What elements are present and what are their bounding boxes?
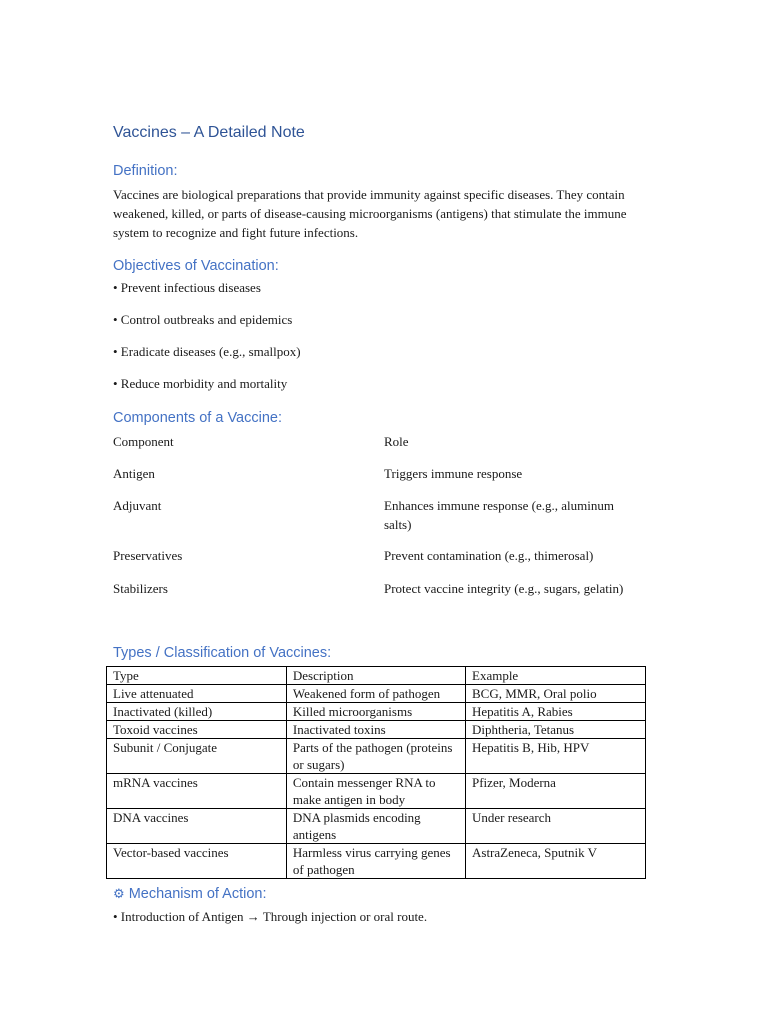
table-cell: Pfizer, Moderna <box>466 774 646 809</box>
types-heading-label: Types / Classification of Vaccines: <box>113 645 332 661</box>
mechanism-heading <box>113 886 267 902</box>
table-cell: Stabilizers <box>113 581 168 596</box>
objectives-heading-label: Objectives of Vaccination: <box>113 258 279 274</box>
table-cell: Antigen <box>113 466 155 481</box>
components-heading <box>113 410 282 426</box>
mechanism-heading-label: Mechanism of Action: <box>128 886 267 902</box>
types-heading <box>113 645 331 661</box>
definition-heading-label: Definition: <box>113 163 178 179</box>
table-cell: Subunit / Conjugate <box>107 739 287 774</box>
table-cell: Enhances immune response (e.g., aluminum salts) <box>384 498 614 532</box>
table-cell: Protect vaccine integrity (e.g., sugars, gelatin) <box>384 581 624 596</box>
table-cell: Live attenuated <box>107 685 287 703</box>
header-cell: Role <box>384 434 409 449</box>
table-cell: Inactivated toxins <box>286 721 465 739</box>
list-item: • Reduce morbidity and mortality <box>113 376 288 391</box>
table-cell: DNA plasmids encoding antigens <box>286 809 465 844</box>
table-row <box>107 721 646 739</box>
table-cell: Harmless virus carrying genes of pathogen <box>286 844 465 879</box>
table-cell: Triggers immune response <box>384 466 523 481</box>
table-cell: Diphtheria, Tetanus <box>466 721 646 739</box>
table-row <box>107 739 646 774</box>
table-cell: BCG, MMR, Oral polio <box>466 685 646 703</box>
list-item: • Eradicate diseases (e.g., smallpox) <box>113 344 301 359</box>
list-item: • Introduction of Antigen → Through injection or oral route. <box>113 909 428 924</box>
header-cell: Component <box>113 434 174 449</box>
table-cell: Hepatitis A, Rabies <box>466 703 646 721</box>
table-cell: Contain messenger RNA to make antigen in body <box>286 774 465 809</box>
table-row <box>107 685 646 703</box>
header-cell: Description <box>286 667 465 685</box>
objectives-heading <box>113 258 279 274</box>
table-cell: Adjuvant <box>113 498 162 513</box>
table-cell: Toxoid vaccines <box>107 721 287 739</box>
types-table <box>106 666 646 879</box>
table-cell: Preservatives <box>113 548 183 563</box>
list-item: • Control outbreaks and epidemics <box>113 312 293 327</box>
table-row <box>107 844 646 879</box>
table-cell: Hepatitis B, Hib, HPV <box>466 739 646 774</box>
definition-heading <box>113 163 177 179</box>
header-cell: Example <box>466 667 646 685</box>
table-cell: AstraZeneca, Sputnik V <box>466 844 646 879</box>
table-row <box>107 809 646 844</box>
table-row <box>107 703 646 721</box>
table-cell: Under research <box>466 809 646 844</box>
table-cell: Inactivated (killed) <box>107 703 287 721</box>
table-cell: Parts of the pathogen (proteins or sugars) <box>286 739 465 774</box>
components-heading-label: Components of a Vaccine: <box>113 410 282 426</box>
header-cell: Type <box>107 667 287 685</box>
table-cell: DNA vaccines <box>107 809 287 844</box>
table-header-row <box>107 667 646 685</box>
table-cell: Prevent contamination (e.g., thimerosal) <box>384 548 594 563</box>
table-row <box>107 774 646 809</box>
document-title: Vaccines – A Detailed Note <box>113 124 305 141</box>
list-item: • Prevent infectious diseases <box>113 280 261 295</box>
table-cell: Killed microorganisms <box>286 703 465 721</box>
table-cell: mRNA vaccines <box>107 774 287 809</box>
gear-icon: ⚙ <box>113 887 125 902</box>
table-cell: Vector-based vaccines <box>107 844 287 879</box>
table-cell: Weakened form of pathogen <box>286 685 465 703</box>
definition-paragraph: Vaccines are biological preparations that provide immunity against specific diseases. They contain weakened, killed, or parts of disease-causing microorganisms (antigens) that stimulate the immune system to recognize and fight future infections. <box>113 187 627 240</box>
